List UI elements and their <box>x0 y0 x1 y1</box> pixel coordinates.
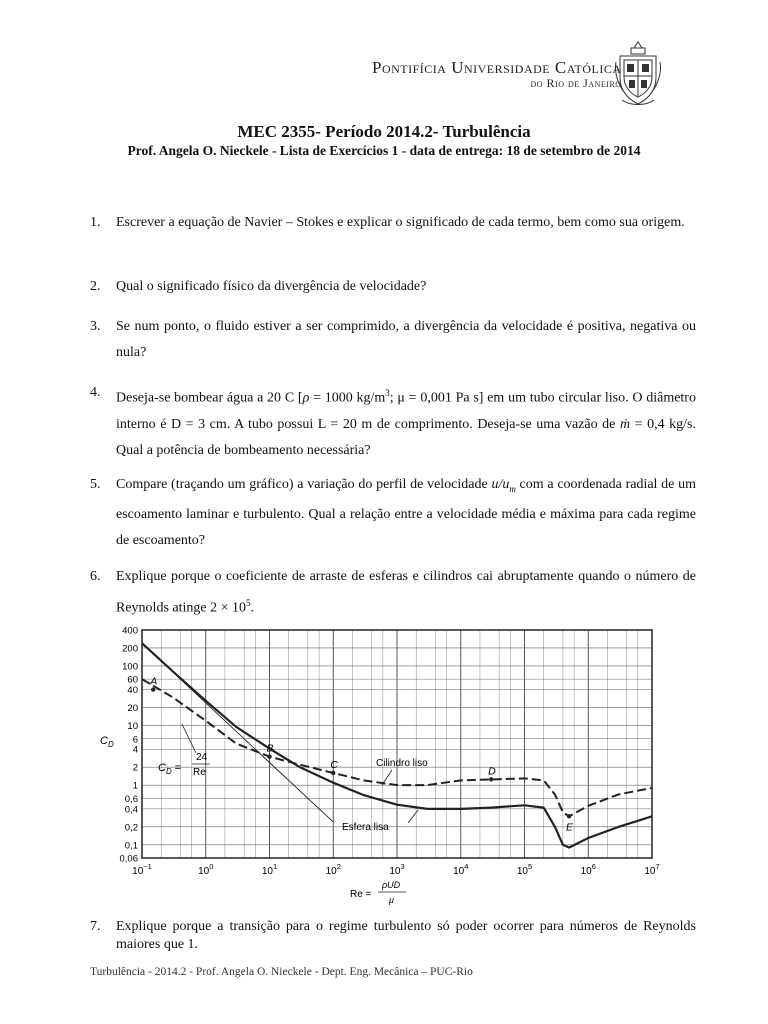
data-point <box>267 754 271 758</box>
q6-exponent: 5 <box>246 598 251 608</box>
question-text <box>116 380 696 464</box>
stokes-cd-sub: D <box>165 767 172 776</box>
point-label: C <box>330 758 338 771</box>
question-number: 7. <box>90 919 101 934</box>
point-label: B <box>266 742 274 755</box>
data-point <box>567 814 571 818</box>
question-3 <box>90 314 696 366</box>
y-tick-label: 1 <box>132 780 138 792</box>
q4-part-d: = 0,4 kg/s. Qual a potência de bombeamento necessária? <box>116 416 696 458</box>
question-4 <box>90 380 696 464</box>
data-point <box>331 771 335 775</box>
x-tick-label: $10^7$ <box>644 862 660 877</box>
q4-exponent: 3 <box>385 388 390 398</box>
y-tick-label: 60 <box>127 674 138 686</box>
x-tick-label: $10^2$ <box>325 862 341 877</box>
question-number: 4. <box>90 385 101 400</box>
point-label: D <box>488 765 496 778</box>
q5-part-b: com a coordenada radial de um escoamento laminar e turbulento. Qual a relação entre a velocidade média e máxima para cada regime de escoamento? <box>116 477 697 548</box>
x-axis-label-denominator: μ <box>389 895 394 905</box>
y-tick-label: 40 <box>127 685 138 697</box>
point-label: A <box>150 675 158 688</box>
question-1 <box>90 210 696 236</box>
page-title: MEC 2355- Período 2014.2- Turbulência <box>237 122 531 141</box>
question-number: 1. <box>90 215 101 230</box>
x-tick-labels <box>132 862 659 877</box>
legend-sphere-label: Esfera lisa <box>342 822 389 833</box>
question-5 <box>90 472 696 554</box>
q4-part-a: Deseja-se bombear água a 20 C [ <box>116 390 303 406</box>
y-tick-label: 0,4 <box>124 804 138 816</box>
university-seal-logo <box>614 40 662 106</box>
question-text: Se num ponto, o fluido estiver a ser comprimido, a divergência da velocidade é positiva, negativa ou nula? <box>116 319 696 360</box>
question-number: 2. <box>90 279 101 294</box>
question-2 <box>90 274 696 300</box>
x-tick-label: $10^5$ <box>516 862 533 877</box>
y-tick-label: 20 <box>127 703 138 715</box>
institution-name <box>372 58 622 91</box>
question-number: 6. <box>90 569 101 584</box>
y-tick-label: 6 <box>132 734 138 746</box>
q4-part-c: ; μ = 0,001 Pa s] em um tubo circular liso. O diâmetro interno é D = 3 cm. A tubo possui L = 20 m de comprimento. Deseja-se uma vazão de <box>116 390 696 432</box>
x-tick-label: $10^6$ <box>580 862 596 877</box>
mass-flow-symbol: ṁ <box>619 416 631 432</box>
y-tick-label: 2 <box>132 762 138 774</box>
question-text: Qual o significado físico da divergência de velocidade? <box>116 279 427 294</box>
question-text <box>116 564 696 622</box>
x-axis-label-lhs: Re = <box>350 889 372 900</box>
question-number: 5. <box>90 477 101 492</box>
stokes-cd: C <box>158 762 166 774</box>
velocity-ratio-subscript: m <box>509 483 516 494</box>
chart-grid <box>142 630 652 858</box>
y-tick-label: 4 <box>132 744 138 756</box>
x-axis-label-numerator: ρUD <box>382 880 401 890</box>
series-line-thin <box>142 643 333 822</box>
y-tick-label: 100 <box>122 661 138 673</box>
y-tick-label: 0,06 <box>119 853 138 865</box>
drag-coefficient-chart <box>92 620 672 910</box>
institution-line-2: do Rio de Janeiro <box>530 76 622 90</box>
question-text: Escrever a equação de Navier – Stokes e explicar o significado de cada termo, bem como sua origem. <box>116 215 685 230</box>
x-tick-label: $10^3$ <box>389 862 405 877</box>
stokes-eq: = <box>171 762 182 774</box>
x-tick-label: $10^0$ <box>198 862 214 877</box>
svg-text:Re = <box>350 889 372 900</box>
stokes-denominator: Re <box>193 767 206 778</box>
y-axis-label: $C_D$ <box>100 735 114 749</box>
legend-cylinder-label: Cilindro liso <box>376 758 428 769</box>
page-footer: Turbulência - 2014.2 - Prof. Angela O. Nieckele - Dept. Eng. Mecânica – PUC-Rio <box>90 966 473 978</box>
stokes-numerator: 24 <box>196 752 208 763</box>
institution-line-1: Pontifícia Universidade Católica <box>372 58 622 77</box>
x-axis-label <box>350 880 406 905</box>
y-tick-label: 400 <box>122 625 138 637</box>
x-tick-label: $10^{-1}$ <box>132 862 152 877</box>
y-tick-label: 0,6 <box>124 793 138 805</box>
question-6 <box>90 564 696 622</box>
legend-cylinder <box>376 758 428 785</box>
question-7 <box>90 918 696 954</box>
y-tick-labels <box>120 626 139 865</box>
y-tick-label: 10 <box>127 721 138 733</box>
question-text <box>116 472 696 554</box>
q6-part-b: . <box>250 600 254 616</box>
velocity-ratio: u/u <box>491 477 510 492</box>
q5-part-a: Compare (traçando um gráfico) a variação do perfil de velocidade <box>116 477 492 492</box>
y-tick-label: 0,1 <box>124 840 138 852</box>
point-label: E <box>566 821 574 834</box>
page-subtitle: Prof. Angela O. Nieckele - Lista de Exercícios 1 - data de entrega: 18 de setembro de 2014 <box>127 143 641 158</box>
data-point <box>151 687 155 691</box>
q4-part-b: = 1000 kg/m <box>309 390 386 406</box>
legend-sphere <box>342 810 418 833</box>
x-tick-label: $10^4$ <box>453 862 469 877</box>
question-number: 3. <box>90 319 101 334</box>
rho-symbol: ρ <box>302 390 310 406</box>
question-text: Explique porque a transição para o regime turbulento só poder ocorrer para números de Reynolds maiores que 1. <box>116 919 696 952</box>
y-tick-label: 200 <box>122 643 138 655</box>
data-point <box>489 777 493 781</box>
stokes-law-label <box>158 724 210 778</box>
y-tick-label: 0,2 <box>124 822 138 834</box>
q6-part-a: Explique porque o coeficiente de arraste de esferas e cilindros cai abruptamente quando o número de Reynolds atinge 2 × 10 <box>116 569 696 616</box>
svg-text:CD = <box>158 762 181 776</box>
x-tick-label: $10^1$ <box>261 862 278 877</box>
